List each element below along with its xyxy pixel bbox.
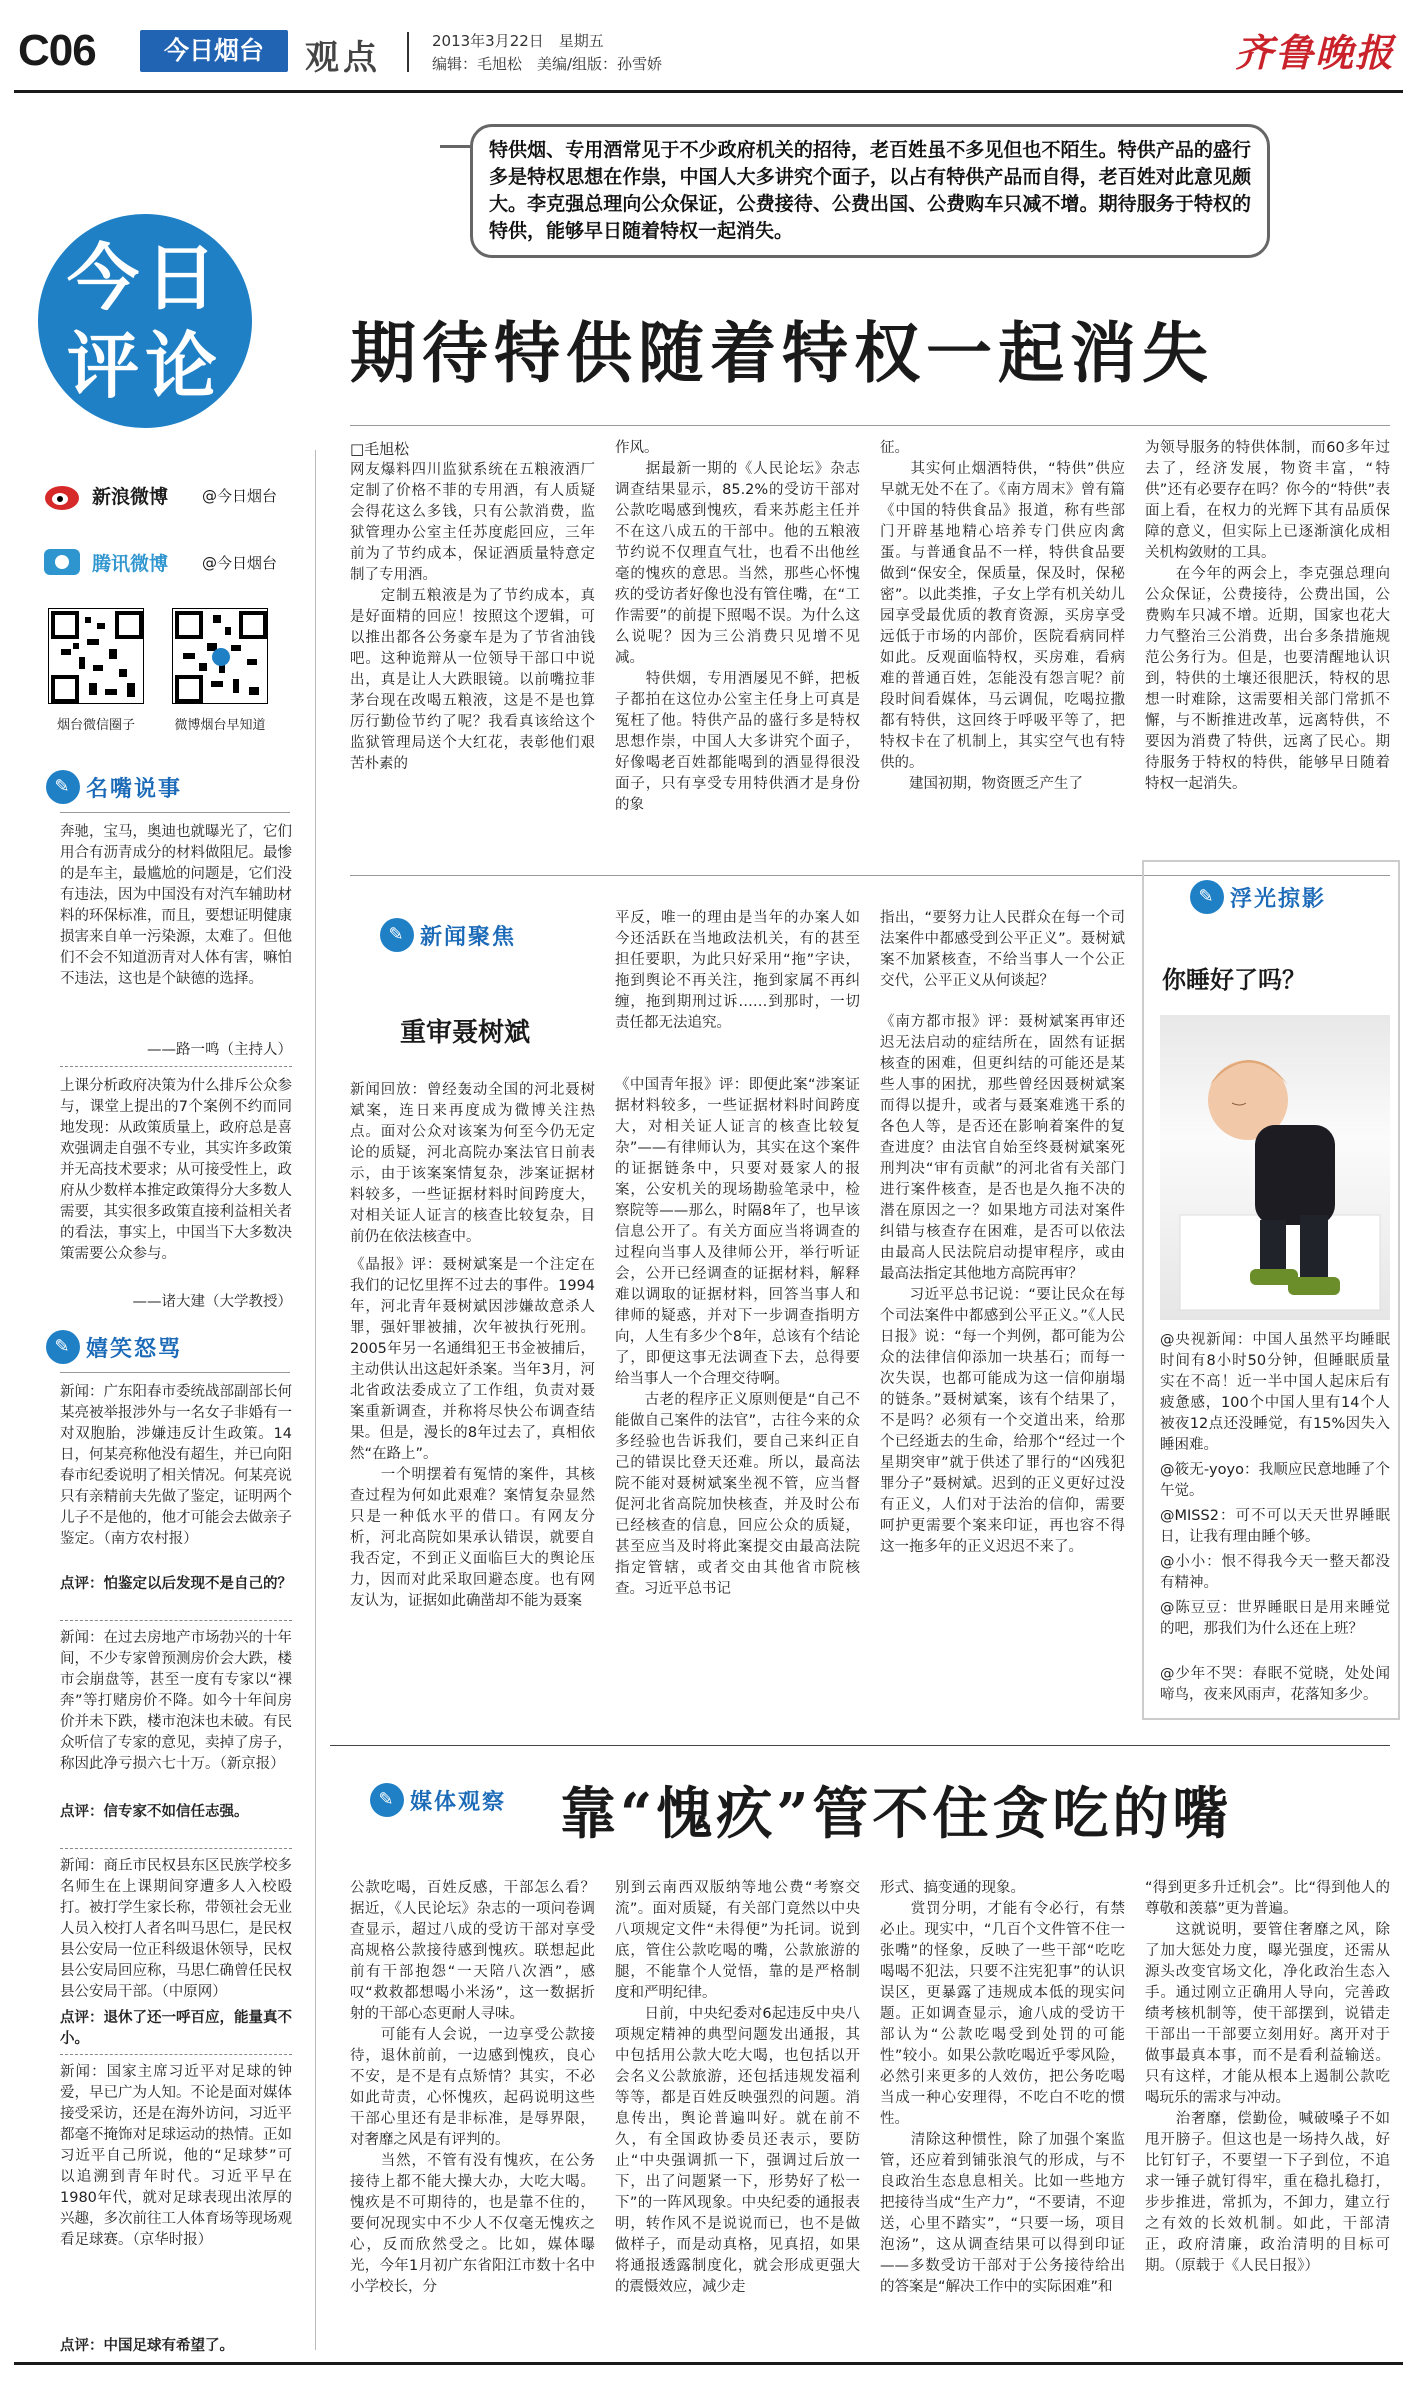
mingzui-para-1: 奔驰，宝马，奥迪也就曝光了，它们用合有沥青成分的材料做阻尼。最惨的是车主，最尴尬的问题是，它们没有违法，因为中国没有对汽车辅助材料的环保标准，而且，要想证明健康损害来自单一污染源，太难了。但他们不会不知道沥青对人体有害，嘛怕不违法，这也是个缺德的选择。	[60, 824, 292, 987]
float-post-5: @陈豆豆：世界睡眠日是用来睡觉的吧，那我们为什么还在上班？	[1160, 1600, 1390, 1637]
header-separator	[407, 32, 409, 72]
mingzui-source-2: ——诸大建（大学教授）	[132, 1294, 292, 1310]
summary-connector	[440, 145, 470, 148]
label-mingzui	[46, 770, 182, 804]
editor-credit: 编辑：毛旭松 美编/组版：孙雪娇	[432, 55, 663, 73]
pen-icon: ✎	[370, 1783, 404, 1817]
badge-text: 今日评论	[66, 235, 223, 408]
tweibo-name: 腾讯微博	[92, 552, 169, 575]
label-focus-text: 新闻聚焦	[420, 924, 517, 950]
focus-title: 重审聂树斌	[400, 1018, 531, 1048]
focus-para-6: 《南方都市报》评：聂树斌案再审还迟无法启动的症结所在，固然有证据核查的困难，但更纠结的可能还是某些人事的困扰，那些曾经因聂树斌案而得以提升，或者与聂案难逃干系的各色人等，是否还在影响着案件的复查进度？由法官自始至终聂树斌案死刑判决“审有贡献”的河北省有关部门进行案件核查，是否也是久拖不决的潜在原因之一？如果地方司法对案件纠错与核查存在困难，是否可以依法由最高人民法院启动提审程序，或由最高法指定其他地方高院再审？ 习近平总书记说：“要让民众在每个司法案件中都感到公平正义。”《人民日报》说：“每一个判例，都可能为公众的法律信仰添加一块基石；而每一次失误，也都可能成为这一信仰崩塌的链条。”聂树斌案，该有个结果了，不是吗？必须有一个交道出来，给那个已经逝去的生命，给那个“经过一个星期突审”就于供述了罪行的“凶残犯罪分子”聂树斌。迟到的正义更好过没有正义，人们对于法治的信仰，需要呵护更需要个案来印证，再也容不得这一拖多年的正义迟迟不来了。	[880, 1014, 1125, 1555]
float-title: 你睡好了吗？	[1162, 965, 1306, 994]
column-name: 观点	[305, 38, 381, 78]
child-photo-icon	[1160, 1015, 1390, 1320]
focus-para-4: 《中国青年报》评：即便此案“涉案证据材料较多，一些证据材料时间跨度大，对相关证人证言的核查比较复杂”——有律师认为，其实在这个案件的证据链条中，只要对聂家人的报案，公安机关的现场勘验笔录中，检察院等——那么，时隔8年了，也早该信息公开了。有关方面应当将调查的过程向当事人及律师公开，举行听证会，公开已经调查的证据材料，解释难以调取的证据材料，回答当事人和律师的疑惑，并对下一步调查指明方向，人生有多少个8年，总该有个结论了，即便这事无法调查下去，总得要给当事人一个合理交待啊。 古老的程序正义原则便是“自己不能做自己案件的法官”，古往今来的众多经验也告诉我们，要自己来纠正自己的错误比登天还难。所以，最高法院不能对聂树斌案坐视不管，应当督促河北省高院加快核查，并及时公布已经核查的信息，回应公众的质疑，甚至应当及时将此案提交由最高法院指定管辖，或者交由其他省市院核查。习近平总书记	[615, 1077, 860, 1597]
pen-icon: ✎	[46, 770, 80, 804]
main-headline: 期待特供随着特权一起消失	[350, 314, 1214, 392]
news-4: 新闻：国家主席习近平对足球的钟爱，早已广为人知。不论是面对媒体接受采访，还是在海外访问，习近平都毫不掩饰对足球运动的热情。正如习近平自己所说，他的“足球梦”可以追溯到青年时代。习近平早在1980年代，就对足球表现出浓厚的兴趣，多次前往工人体育场等现场观看足球赛。（京华时报）	[60, 2064, 292, 2248]
float-post-2: @筱无-yoyo：我顺应民意地睡了个午觉。	[1160, 1462, 1390, 1499]
byline: □毛旭松	[350, 440, 410, 458]
qr-code-2	[172, 608, 268, 733]
label-xixiao-text: 嬉笑怒骂	[86, 1336, 183, 1362]
issue-date: 2013年3月22日 星期五	[432, 32, 604, 50]
section-tag: 今日烟台	[140, 30, 288, 72]
media-col-2: 别到云南西双版纳等地公费“考察交流”。面对质疑，有关部门竟然以中央八项规定文件“未得便”为托词。说到底，管住公款吃喝的嘴，公款旅游的腿，不能靠个人觉悟，靠的是严格制度和严明纪律。 日前，中央纪委对6起违反中央八项规定精神的典型问题发出通报，其中包括用公款大吃大喝，也包括以开会名义公款旅游，还包括违规发福利等等，都是百姓反映强烈的问题。消息传出，舆论普遍叫好。就在前不久，有全国政协委员还表示，要防止“中央强调抓一下，强调过后放一下，出了问题紧一下，形势好了松一下”的一阵风现象。中央纪委的通报表明，转作风不是说说而已，也不是做做样子，而是动真格，见真招，如果将通报透露制度化，就会形成更强大的震慑效应，减少走	[615, 1880, 860, 2295]
label-xixiao	[46, 1330, 182, 1364]
news-3: 新闻：商丘市民权县东区民族学校多名师生在上课期间穿遭多人入校殴打。被打学生家长称，带领社会无业人员入校打人者名叫马思仁，是民权县公安局一位正科级退休领导，民权县公安局回应称，马思仁确曾任民权县公安局干部。（中原网）	[60, 1858, 292, 2000]
comment-4: 点评：中国足球有希望了。	[60, 2338, 234, 2354]
qr-icon	[172, 608, 268, 704]
main-col-4: 为领导服务的特供体制，而60多年过去了，经济发展，物资丰富，“特供”还有必要存在吗？你今的“特供”表面上看，在权力的光辉下其有品质保障的意义，但实际上已逐渐演化成相关机构敛财的工具。 在今年的两会上，李克强总理向公众保证，公费接待，公费出国，公费购车只减不增。近期，国家也花大力气整治三公消费，出台多条措施规范公务行为。但是，也要清醒地认识到，特供的土壤还很肥沃，特权的思想一时难除，这需要相关部门常抓不懈，与不断推进改革，远离特供，不要因为消费了特供，远离了民心。期待服务于特权的特供，能够早日随着特权一起消失。	[1145, 440, 1390, 792]
label-focus	[380, 918, 516, 952]
dashed-rule	[60, 1066, 292, 1067]
pen-icon: ✎	[46, 1330, 80, 1364]
weibo-handle: @今日烟台	[202, 486, 278, 505]
headline-rule	[350, 425, 1390, 426]
media-col-3: 形式、搞变通的现象。 赏罚分明，才能有令必行，有禁必止。现实中，“几百个文件管不住一张嘴”的怪象，反映了一些干部“吃吃喝喝不犯法，只要不注宪犯事”的认识误区，更暴露了违规成本低的现实问题。正如调查显示，逾八成的受访干部认为“公款吃喝受到处罚的可能性”较小。如果公款吃喝近乎零风险，必然引来更多的人效仿，把公务吃喝当成一种心安理得，不吃白不吃的惯性。 清除这种惯性，除了加强个案监管，还应着到铺张浪气的形成，与不良政治生态息息相关。比如一些地方把接待当成“生产力”，“不要请，不迎送，心里不踏实”，“只要一场，项目泡汤”，这从调查结果可以得到印证——多数受访干部对于公务接待给出的答案是“解决工作中的实际困难”和	[880, 1880, 1125, 2295]
sleeping-child-photo	[1160, 1015, 1390, 1320]
float-post-6: @少年不哭：春眠不觉晓，处处闻啼鸟，夜来风雨声，花落知多少。	[1160, 1666, 1390, 1703]
tweibo-handle: @今日烟台	[202, 553, 278, 572]
float-post-1: @央视新闻：中国人虽然平均睡眠时间有8小时50分钟，但睡眠质量实在不高！近一半中国人起床后有疲惫感，100个中国人里有14个人被夜12点还没睡觉，有15%因失入睡困难。	[1160, 1332, 1390, 1453]
rule	[60, 1372, 290, 1373]
qr-code-1	[48, 608, 144, 733]
focus-para-5: 指出，“要努力让人民群众在每一个司法案件中都感受到公平正义”。聂树斌案不加紧核查，不给当事人一个公正交代，公平正义从何谈起？	[880, 910, 1125, 989]
news-2: 新闻：在过去房地产市场勃兴的十年间，不少专家曾预测房价会大跌，楼市会崩盘等，甚至一度有专家以“裸奔”等打赌房价不降。如今十年间房价并未下跌，楼市泡沫也未破。有民众听信了专家的意见，卖掉了房子，称因此净亏损六七十万。（新京报）	[60, 1630, 292, 1772]
comment-1: 点评：怕鉴定以后发现不是自己的？	[60, 1576, 292, 1592]
qr-icon	[48, 608, 144, 704]
header-meta	[432, 30, 662, 76]
dashed-rule	[60, 2054, 292, 2055]
weibo-name: 新浪微博	[92, 485, 169, 508]
weibo-row	[42, 478, 277, 512]
focus-para-3: 平反，唯一的理由是当年的办案人如今还活跃在当地政法机关，有的甚至担任要职，为此只好采用“拖”字诀，拖到舆论不再关注，拖到家属不再纠缠，拖到期刑过诉……到那时，一切责任都无法追究。	[615, 910, 860, 1031]
media-col-1: 公款吃喝，百姓反感，干部怎么看？据近，《人民论坛》杂志的一项问卷调查显示，超过八成的受访干部对享受高规格公款接待感到愧疚。联想起此前有干部抱怨“一天陪八次酒”，感叹“救救都想喝小米汤”，这一数据折射的干部心态更耐人寻味。 可能有人会说，一边享受公款接待，退休前前，一边感到愧疚，良心不安，是不是有点矫情？其实，不必如此苛责，心怀愧疚，起码说明这些干部心里还有是非标准，是辱界限，对奢靡之风是有评判的。 当然，不管有没有愧疚，在公务接待上都不能大操大办，大吃大喝。愧疚是不可期待的，也是靠不住的，要何况现实中不少人不仅毫无愧疚之心，反而欣然受之。比如，媒体曝光，今年1月初广东省阳江市数十名中小学校长，分	[350, 1880, 595, 2295]
float-post-3: @MISS2：可不可以天天世界睡眠日，让我有理由睡个够。	[1160, 1508, 1390, 1545]
label-media-text: 媒体观察	[410, 1789, 507, 1815]
section-rule	[330, 1745, 1390, 1746]
comment-2: 点评：信专家不如信任志强。	[60, 1804, 249, 1820]
header-rule	[14, 90, 1403, 93]
rule	[60, 812, 290, 813]
news-1: 新闻：广东阳春市委统战部副部长何某亮被举报涉外与一名女子非婚有一对双胞胎，涉嫌违反计生政策。14日，何某亮称他没有超生，并已向阳春市纪委说明了相关情况。何某亮说只有亲精前夫先做了鉴定，证明两个儿子不是他的，他才可能会去做亲子鉴定。（南方农村报）	[60, 1384, 292, 1547]
page-number: C06	[18, 26, 96, 75]
label-float	[1190, 880, 1326, 914]
main-col-3: 征。 其实何止烟酒特供，“特供”供应早就无处不在了。《南方周末》曾有篇《中国的特供食品》报道，称有些部门开辟基地精心培养专门供应肉禽蛋。与普通食品不一样，特供食品要做到“保安全，保质量，保及时，保秘密”。以此类推，子女上学有机关幼儿园享受最优质的教育资源，买房享受远低于市场的内部价，医院看病同样如此。反观面临特权，买房难，看病难的普通百姓，怎能没有怨言呢？前段时间看媒体，马云调侃，吃喝拉撒都有特供，这回终于呼吸平等了，把特权卡在了机制上，其实空气也有特供的。 建国初期，物资匮乏产生了	[880, 440, 1125, 792]
comment-3: 点评：退休了还一呼百应，能量真不小。	[60, 2010, 292, 2047]
weibo-icon	[42, 478, 82, 512]
mingzui-para-2: 上课分析政府决策为什么排斥公众参与，课堂上提出的7个案例不约而同地发现：从政策质量上，政府总是喜欢强调走自强不专业，其实许多政策并无高技术要求；从可接受性上，政府从少数样本推定政策得分大多数人需要，其实很多政策直接利益相关者的看法，事实上，中国当下大多数决策需要公众参与。	[60, 1078, 292, 1262]
paper-logo: 齐鲁晚报	[1234, 30, 1395, 75]
dashed-rule	[60, 1620, 292, 1621]
label-mingzui-text: 名嘴说事	[86, 776, 183, 802]
focus-para-1: 新闻回放：曾经轰动全国的河北聂树斌案，连日来再度成为微博关注热点。面对公众对该案为何至今仍无定论的质疑，河北高院办案法官日前表示，由于该案案情复杂，涉案证据材料较多，一些证据材料时间跨度大，对相关证人证言的核查比较复杂，目前仍在依法核查中。	[350, 1082, 595, 1245]
tencent-weibo-icon	[42, 545, 82, 579]
lead-summary: 特供烟、专用酒常见于不少政府机关的招待，老百姓虽不多见但也不陌生。特供产品的盛行多是特权思想在作祟，中国人大多讲究个面子，以占有特供产品而自得，老百姓对此意见颇大。李克强总理向公众保证，公费接待、公费出国、公费购车只减不增。期待服务于特权的特供，能够早日随着特权一起消失。	[470, 124, 1270, 258]
label-media	[370, 1783, 506, 1817]
pen-icon: ✎	[1190, 880, 1224, 914]
dashed-rule	[60, 1848, 292, 1849]
float-post-4: @小小：恨不得我今天一整天都没有精神。	[1160, 1554, 1390, 1591]
label-float-text: 浮光掠影	[1230, 886, 1327, 912]
qr-caption-1: 烟台微信圈子	[56, 718, 135, 733]
main-col-2: 作风。 据最新一期的《人民论坛》杂志调查结果显示，85.2%的受访干部对公款吃喝感到愧疚，看来苏彪主任并不在这八成五的干部中。他的五粮液节约说不仅理直气壮，也看不出他丝毫的愧疚的意思。当然，那些心怀愧疚的受访者好像也没有管住嘴，在“工作需要”的前提下照喝不误。为什么这么说呢？因为三公消费只见增不见减。 特供烟，专用酒屡见不鲜，把板子都拍在这位办公室主任身上可真是冤枉了他。特供产品的盛行多是特权思想作崇，中国人大多讲究个面子，好像喝老百姓都能喝到的酒显得很没面子，只有享受专用特供酒才是身份的象	[615, 440, 860, 813]
focus-para-2: 《晶报》评：聂树斌案是一个注定在我们的记忆里挥不过去的事件。1994年，河北青年聂树斌因涉嫌故意杀人罪，强奸罪被捕，次年被执行死刑。2005年另一名通缉犯王书金被捕后，主动供认出这起奸杀案。当年3月，河北省政法委成立了工作组，负责对聂案重新调查，并称将尽快公布调查结果。但是，漫长的8年过去了，真相依然“在路上”。 一个明摆着有冤情的案件，其核查过程为何如此艰难？案情复杂显然只是一种低水平的借口。有网友分析，河北高院如果承认错误，就要自我否定，不到正义面临巨大的舆论压力，因而对此采取回避态度。也有网友认为，证据如此确凿却不能为聂案	[350, 1257, 595, 1609]
footer-rule	[14, 2362, 1403, 2365]
tweibo-row	[42, 545, 277, 579]
column-divider	[315, 450, 316, 2350]
qr-caption-2: 微博烟台早知道	[174, 718, 266, 733]
media-headline: 靠“愧疚”管不住贪吃的嘴	[560, 1781, 1233, 1847]
pen-icon: ✎	[380, 918, 414, 952]
main-col-1: 网友爆料四川监狱系统在五粮液酒厂定制了价格不菲的专用酒，有人质疑会得花这么多钱，只有公款消费，监狱管理办公室主任苏度彪回应，三年前为了节约成本，保证酒质量特意定制了专用酒。 定制五粮液是为了节约成本，真是好面精的回应！按照这个逻辑，可以推出都各公务豪车是为了节省油钱吧。这种诡辩从一位领导干部口中说出，真是让人大跌眼镜。以前嘴拉菲茅台现在改喝五粮液，这是不是也算厉行勤俭节约了呢？我看真该给这个监狱管理局送个大红花，表彰他们艰苦朴素的	[350, 462, 595, 772]
today-comment-badge	[38, 214, 252, 428]
mingzui-source-1: ——路一鸣（主持人）	[147, 1042, 292, 1058]
media-col-4: “得到更多升迁机会”。比“得到他人的尊敬和羡慕”更为普遍。 这就说明，要管住奢靡之风，除了加大惩处力度，曝光强度，还需从源头改变官场文化，净化政治生态入手。通过刚立正确用人导向，完善政绩考核机制等，使干部摆到，说错走干部出一干部要立刻用好。离开对于做事最真本事，而不是看利益输送。只有这样，才能从根本上遏制公款吃喝玩乐的需求与冲动。 治奢靡，偿勤俭，喊破嗓子不如甩开膀子。但这也是一场持久战，好比钉钉子，不要望一下子到位，不追求一锤子就钉得牢，重在稳扎稳打，步步推进，常抓为，不卸力，建立行之有效的长效机制。如此，干部清正，政府清廉，政治清明的目标可期。（原载于《人民日报》）	[1145, 1880, 1390, 2274]
